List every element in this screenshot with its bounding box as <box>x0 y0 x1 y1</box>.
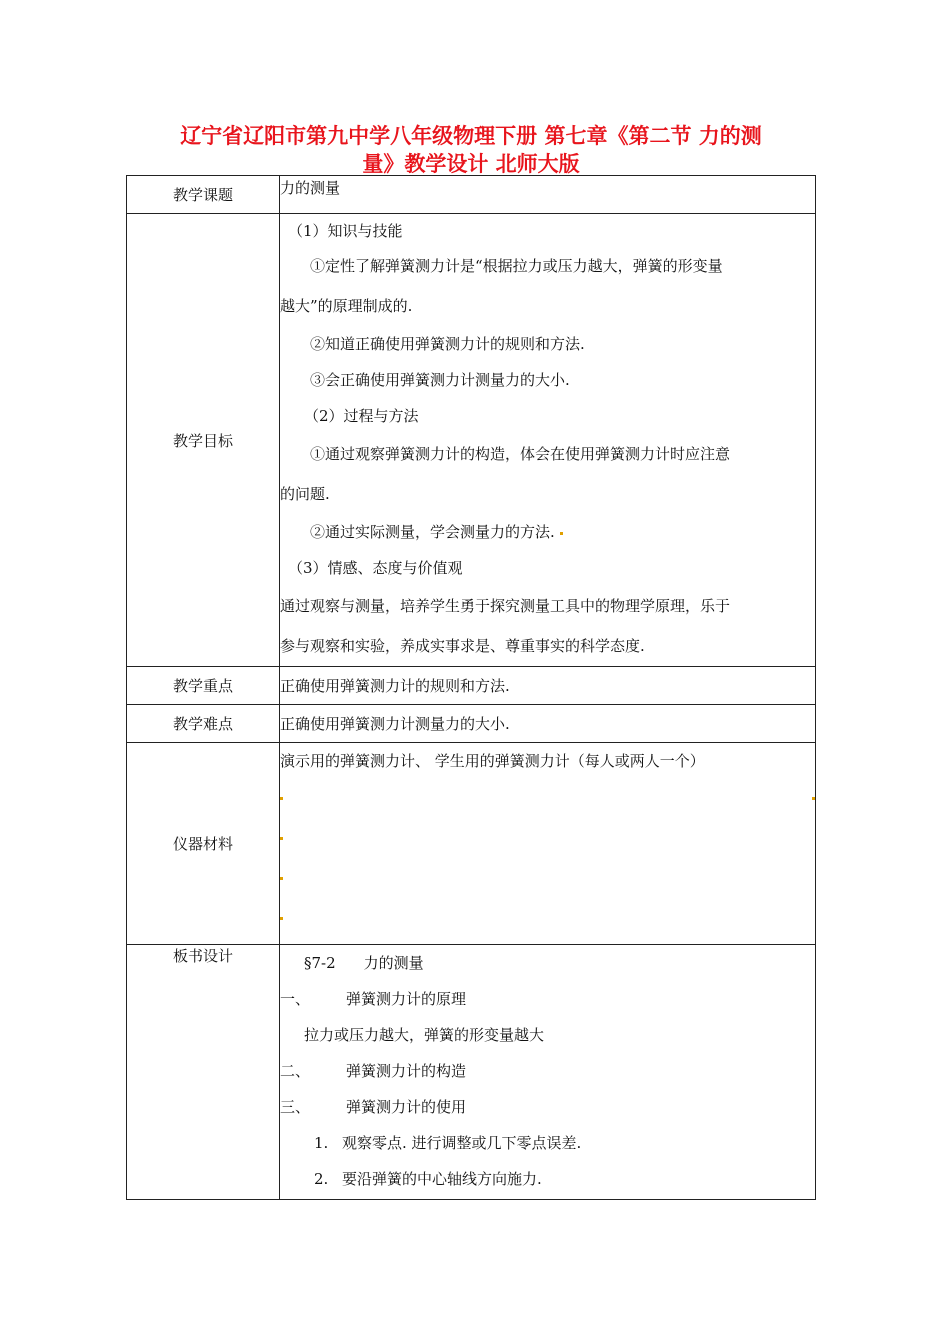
difficulty-text: 正确使用弹簧测力计测量力的大小. <box>280 715 510 733</box>
label-board: 板书设计 <box>127 945 280 1200</box>
value-materials <box>280 743 816 945</box>
key-point-text: 正确使用弹簧测力计的规则和方法. <box>280 677 510 695</box>
dot-row <box>280 779 815 819</box>
dot-row <box>280 819 815 859</box>
goals-line: （3）情感、态度与价值观 <box>288 559 463 577</box>
decorative-dot <box>280 797 283 800</box>
value-key-point <box>280 667 816 705</box>
label-goals: 教学目标 <box>127 214 280 667</box>
decorative-dot <box>280 837 283 840</box>
goals-line: ②知道正确使用弹簧测力计的规则和方法. <box>310 335 585 353</box>
goals-line: ③会正确使用弹簧测力计测量力的大小. <box>310 371 570 389</box>
goals-line: 越大”的原理制成的. <box>280 297 413 315</box>
row-board <box>127 945 816 1200</box>
decorative-dot <box>560 532 563 535</box>
value-board <box>280 945 816 1200</box>
label-difficulty: 教学难点 <box>127 705 280 743</box>
value-topic <box>280 176 816 214</box>
decorative-dot <box>280 917 283 920</box>
materials-text: 演示用的弹簧测力计、 学生用的弹簧测力计（每人或两人一个） <box>280 752 705 770</box>
row-key-point <box>127 667 816 705</box>
goals-line: ②通过实际测量，学会测量力的方法. <box>280 514 815 550</box>
decorative-dot <box>280 877 283 880</box>
goals-line: ①定性了解弹簧测力计是“根据拉力或压力越大，弹簧的形变量 <box>310 257 723 275</box>
topic-text: 力的测量 <box>280 179 341 197</box>
decorative-dot <box>812 797 815 800</box>
row-topic <box>127 176 816 214</box>
label-topic: 教学课题 <box>127 176 280 214</box>
board-item: 拉力或压力越大，弹簧的形变量越大 <box>304 1026 545 1044</box>
document-title <box>126 122 816 178</box>
board-heading-text: 力的测量 <box>363 954 424 972</box>
goals-line: ①通过观察弹簧测力计的构造，体会在使用弹簧测力计时应注意 <box>310 445 731 463</box>
goals-line: 参与观察和实验，养成实事求是、尊重事实的科学态度. <box>280 637 645 655</box>
goals-line: 的问题. <box>280 485 330 503</box>
board-item: 三、 弹簧测力计的使用 <box>280 1098 467 1116</box>
row-difficulty <box>127 705 816 743</box>
dot-row <box>280 859 815 899</box>
title-line-1: 辽宁省辽阳市第九中学八年级物理下册 第七章《第二节 力的测 <box>180 124 762 148</box>
board-heading <box>280 945 815 981</box>
goals-line: （1）知识与技能 <box>288 222 403 240</box>
board-item: 二、 弹簧测力计的构造 <box>280 1062 467 1080</box>
board-heading-num: §7-2 <box>304 954 336 972</box>
label-key-point: 教学重点 <box>127 667 280 705</box>
board-step: 1. 观察零点. 进行调整或几下零点误差. <box>314 1134 582 1152</box>
lesson-plan-table <box>126 175 816 1200</box>
value-difficulty <box>280 705 816 743</box>
value-goals <box>280 214 816 667</box>
board-item: 一、 弹簧测力计的原理 <box>280 990 467 1008</box>
row-goals <box>127 214 816 667</box>
board-step: 2. 要沿弹簧的中心轴线方向施力. <box>314 1170 542 1188</box>
goals-line: （2）过程与方法 <box>304 407 419 425</box>
dot-row <box>280 899 815 939</box>
title-line-2: 量》教学设计 北师大版 <box>362 152 580 176</box>
goals-line: 通过观察与测量，培养学生勇于探究测量工具中的物理学原理，乐于 <box>280 597 731 615</box>
row-materials <box>127 743 816 945</box>
label-materials: 仪器材料 <box>127 743 280 945</box>
